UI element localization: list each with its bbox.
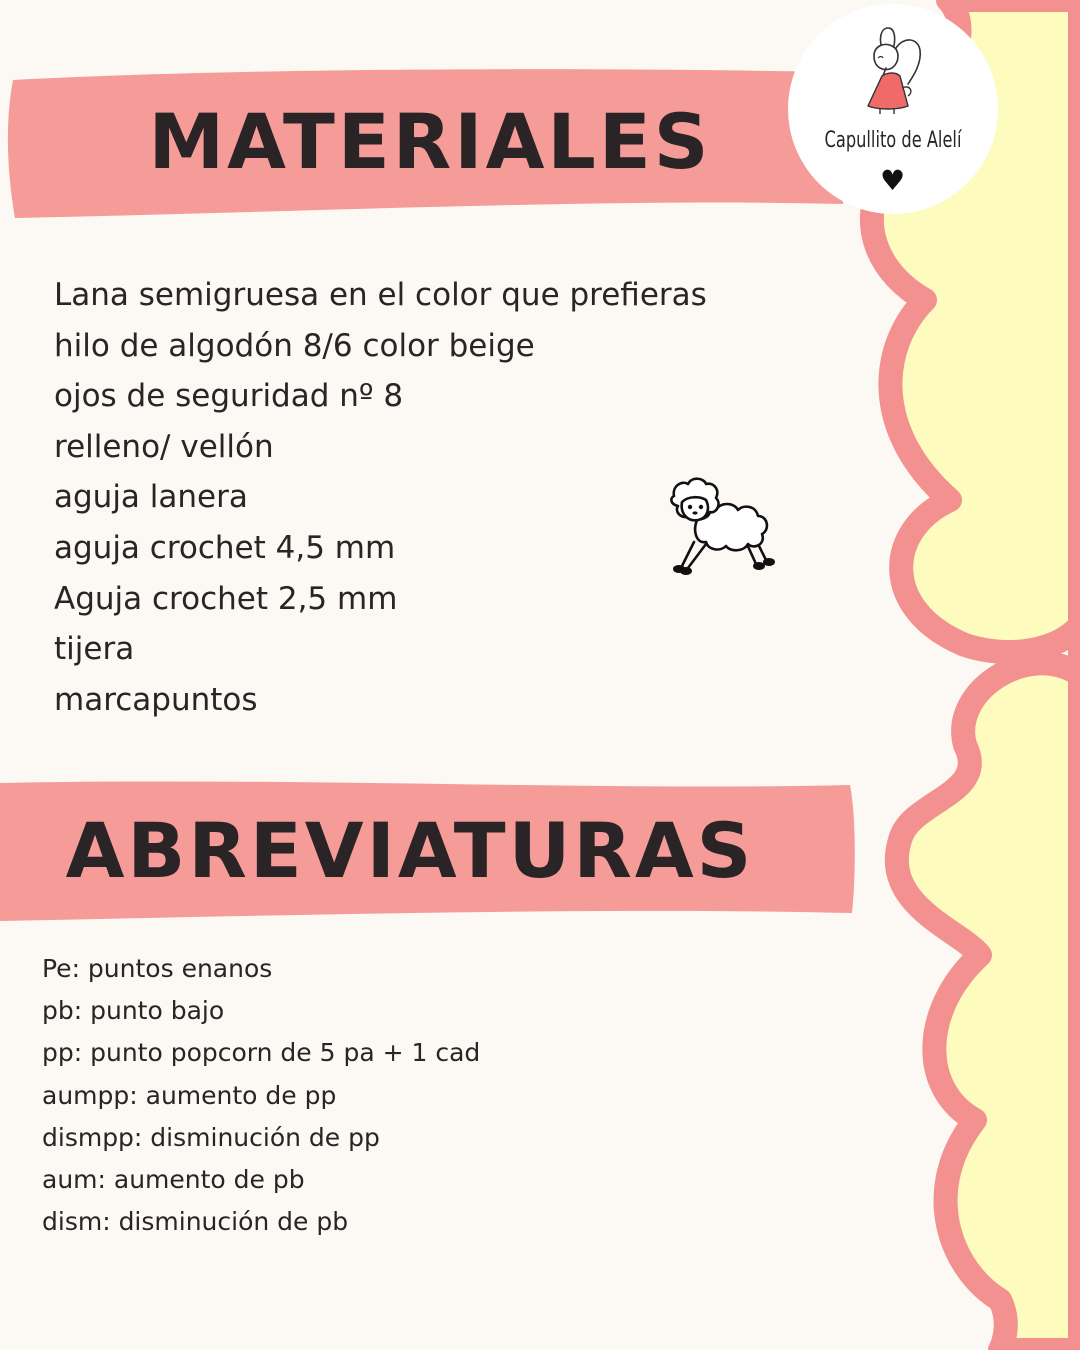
brand-name: Capullito de Alelí	[824, 128, 962, 153]
materials-list	[54, 270, 707, 725]
list-item: aguja lanera	[54, 479, 248, 516]
abreviaturas-title: ABREVIATURAS	[65, 805, 755, 895]
bunny-girl-icon	[848, 22, 944, 118]
brand-logo	[788, 4, 998, 214]
materiales-banner	[5, 62, 845, 220]
abbreviations-list	[42, 948, 480, 1243]
list-item: pb: punto bajo	[42, 996, 225, 1026]
list-item: relleno/ vellón	[54, 428, 274, 465]
list-item: aum: aumento de pb	[42, 1165, 305, 1195]
heart-icon: ♥	[880, 164, 906, 197]
list-item: Pe: puntos enanos	[42, 954, 273, 983]
list-item: ojos de seguridad nº 8	[54, 378, 404, 415]
list-item: marcapuntos	[54, 681, 258, 718]
list-item: Aguja crochet 2,5 mm	[54, 580, 398, 617]
list-item: aguja crochet 4,5 mm	[54, 529, 396, 566]
sheep-icon	[664, 474, 780, 578]
materiales-title: MATERIALES	[148, 96, 712, 186]
list-item: aumpp: aumento de pp	[42, 1080, 337, 1110]
list-item: dismpp: disminución de pp	[42, 1122, 380, 1152]
list-item: hilo de algodón 8/6 color beige	[54, 327, 535, 364]
list-item: dism: disminución de pb	[42, 1207, 349, 1237]
abreviaturas-banner	[0, 775, 860, 925]
list-item: pp: punto popcorn de 5 pa + 1 cad	[42, 1038, 481, 1068]
list-item: tijera	[54, 631, 135, 668]
list-item: Lana semigruesa en el color que prefieras	[54, 277, 707, 313]
